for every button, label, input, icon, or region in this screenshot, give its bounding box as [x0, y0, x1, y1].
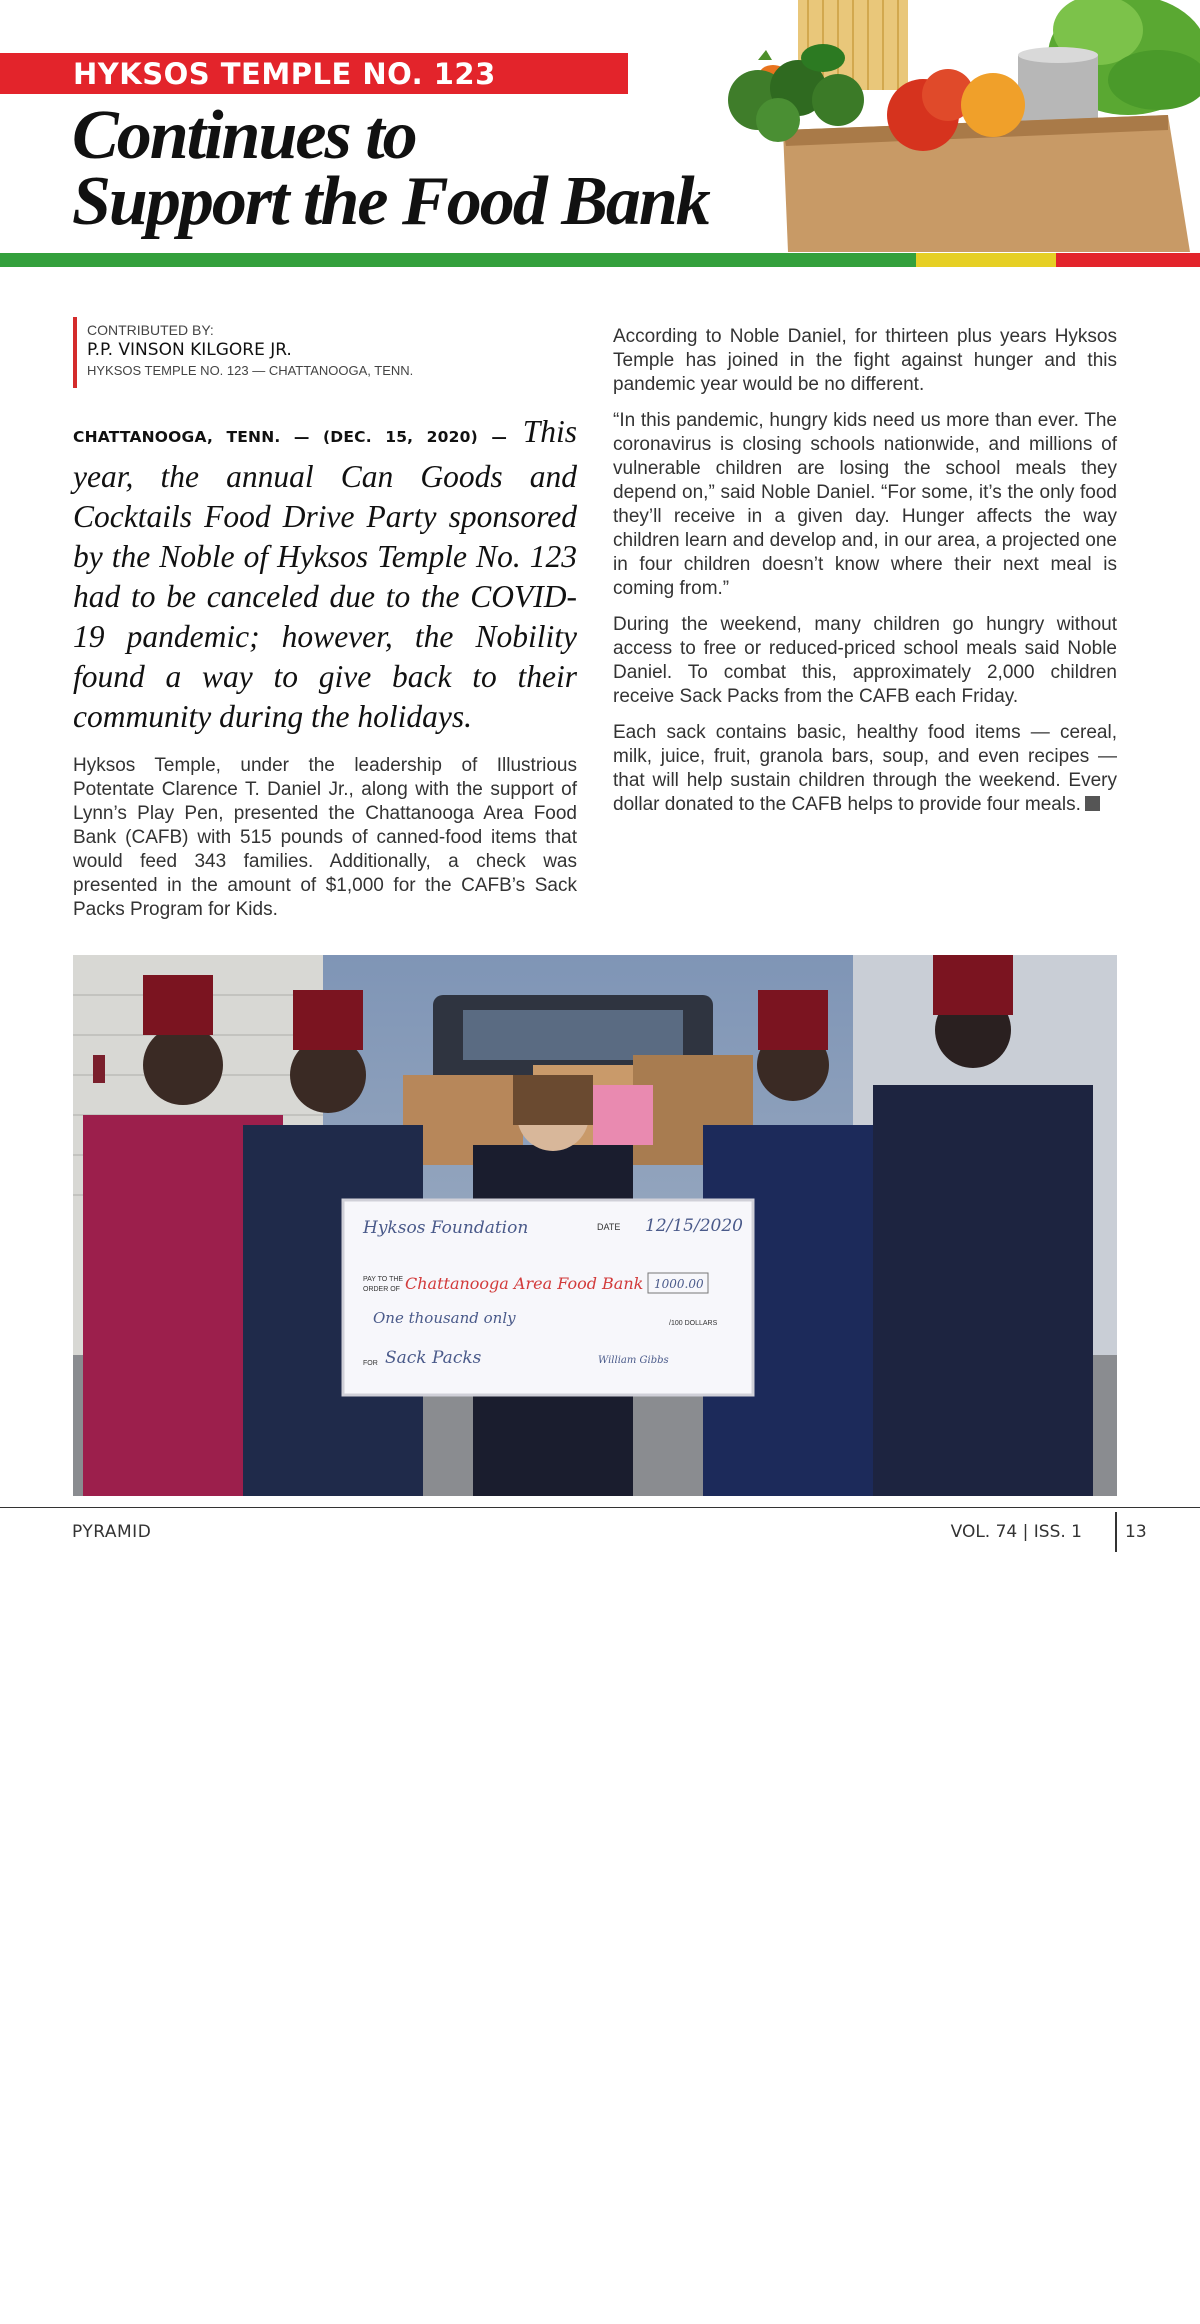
rule-red: [1056, 253, 1200, 267]
grocery-bag-image: [728, 0, 1200, 252]
page-number: 13: [1125, 1522, 1147, 1542]
check-date: 12/15/2020: [645, 1216, 743, 1236]
issue-info: VOL. 74 | ISS. 1: [950, 1522, 1082, 1542]
title-line-1: Continues to: [72, 97, 416, 174]
contributor-block: [73, 317, 413, 388]
contributor-label: CONTRIBUTED BY:: [87, 322, 214, 338]
photo-caption: CAFB DONATION: (L – R) Past Potentate William Gibbs, Chief Rabban Anton Burch, a Food Bank representative, Illustrious Potentate Clarence T. Daniel Jr., and Past Potentate Vinson D. Kilgore Jr.: [858, 2193, 1168, 2323]
publication-name: PYRAMID: [72, 1522, 152, 1542]
check-orderof-label: ORDER OF: [363, 1286, 400, 1293]
end-mark-icon: [1085, 796, 1100, 811]
check-payto-label: PAY TO THE: [363, 1276, 404, 1283]
body-paragraph-text: Each sack contains basic, healthy food items — cereal, milk, juice, fruit, granola bars, soup, and even recipes — that will help sustain children through the weekend. Every dollar donated to the CAFB helps to provide four meals.: [613, 722, 1117, 815]
color-rule: [0, 253, 1200, 267]
footer-divider: [0, 1507, 1200, 1508]
body-paragraph: “In this pandemic, hungry kids need us more than ever. The coronavirus is closing schools nationwide, and millions of vulnerable children are losing the school meals they depend on,” said Noble Daniel. “For some, it’s the only food they’ll receive in a given day. Hunger affects the way children learn and develop and, in our area, a projected one in four children doesn’t know where their next meal is coming from.”: [613, 410, 1117, 599]
lead-text: This year, the annual Can Goods and Cocktails Food Drive Party sponsored by the Noble of Hyksos Temple No. 123 had to be canceled due to the COVID-19 pandemic; however, the Nobility found a way to give back to their community during the holidays.: [73, 414, 578, 734]
rule-yellow: [916, 253, 1056, 267]
check-signature: William Gibbs: [598, 1355, 669, 1366]
check-for-label: FOR: [363, 1360, 378, 1367]
body-paragraph-left: Hyksos Temple, under the leadership of Illustrious Potentate Clarence T. Daniel Jr., along with the support of Lynn’s Play Pen, presented the Chattanooga Area Food Bank (CAFB) with 515 pounds of canned-food items that would feed 343 families. Additionally, a check was presented in the amount of $1,000 for the CAFB’s Sack Packs Program for Kids.: [73, 755, 577, 920]
dateline: CHATTANOOGA, TENN. — (DEC. 15, 2020) —: [73, 428, 508, 446]
check-date-label: DATE: [597, 1222, 621, 1232]
check-payee: Chattanooga Area Food Bank: [405, 1274, 644, 1293]
check-dollars-label: /100 DOLLARS: [669, 1320, 718, 1327]
right-column: [613, 325, 1117, 829]
footer-separator: [1115, 1512, 1117, 1552]
page-title: [72, 97, 709, 240]
contributor-temple: HYKSOS TEMPLE NO. 123 — CHATTANOOGA, TENN.: [87, 363, 414, 378]
kicker: HYKSOS TEMPLE NO. 123: [73, 57, 496, 91]
body-paragraph: According to Noble Daniel, for thirteen plus years Hyksos Temple has joined in the fight against hunger and this pandemic year would be no different.: [613, 326, 1117, 395]
lead-paragraph: [73, 412, 577, 737]
body-paragraph-last: [613, 721, 1117, 817]
check-amount: 1000.00: [654, 1277, 704, 1291]
photo-illustration: [73, 955, 1117, 1496]
title-line-2: Support the Food Bank: [72, 163, 709, 240]
rule-green: [0, 253, 916, 267]
contributor-name: P.P. VINSON KILGORE JR.: [87, 340, 292, 360]
check-payer: Hyksos Foundation: [363, 1218, 529, 1238]
check-amount-words: One thousand only: [373, 1309, 516, 1327]
body-paragraph: During the weekend, many children go hungry without access to free or reduced-priced school meals said Noble Daniel. To combat this, approximately 2,000 children receive Sack Packs from the CAFB each Friday.: [613, 614, 1117, 707]
check-memo: Sack Packs: [385, 1348, 482, 1368]
